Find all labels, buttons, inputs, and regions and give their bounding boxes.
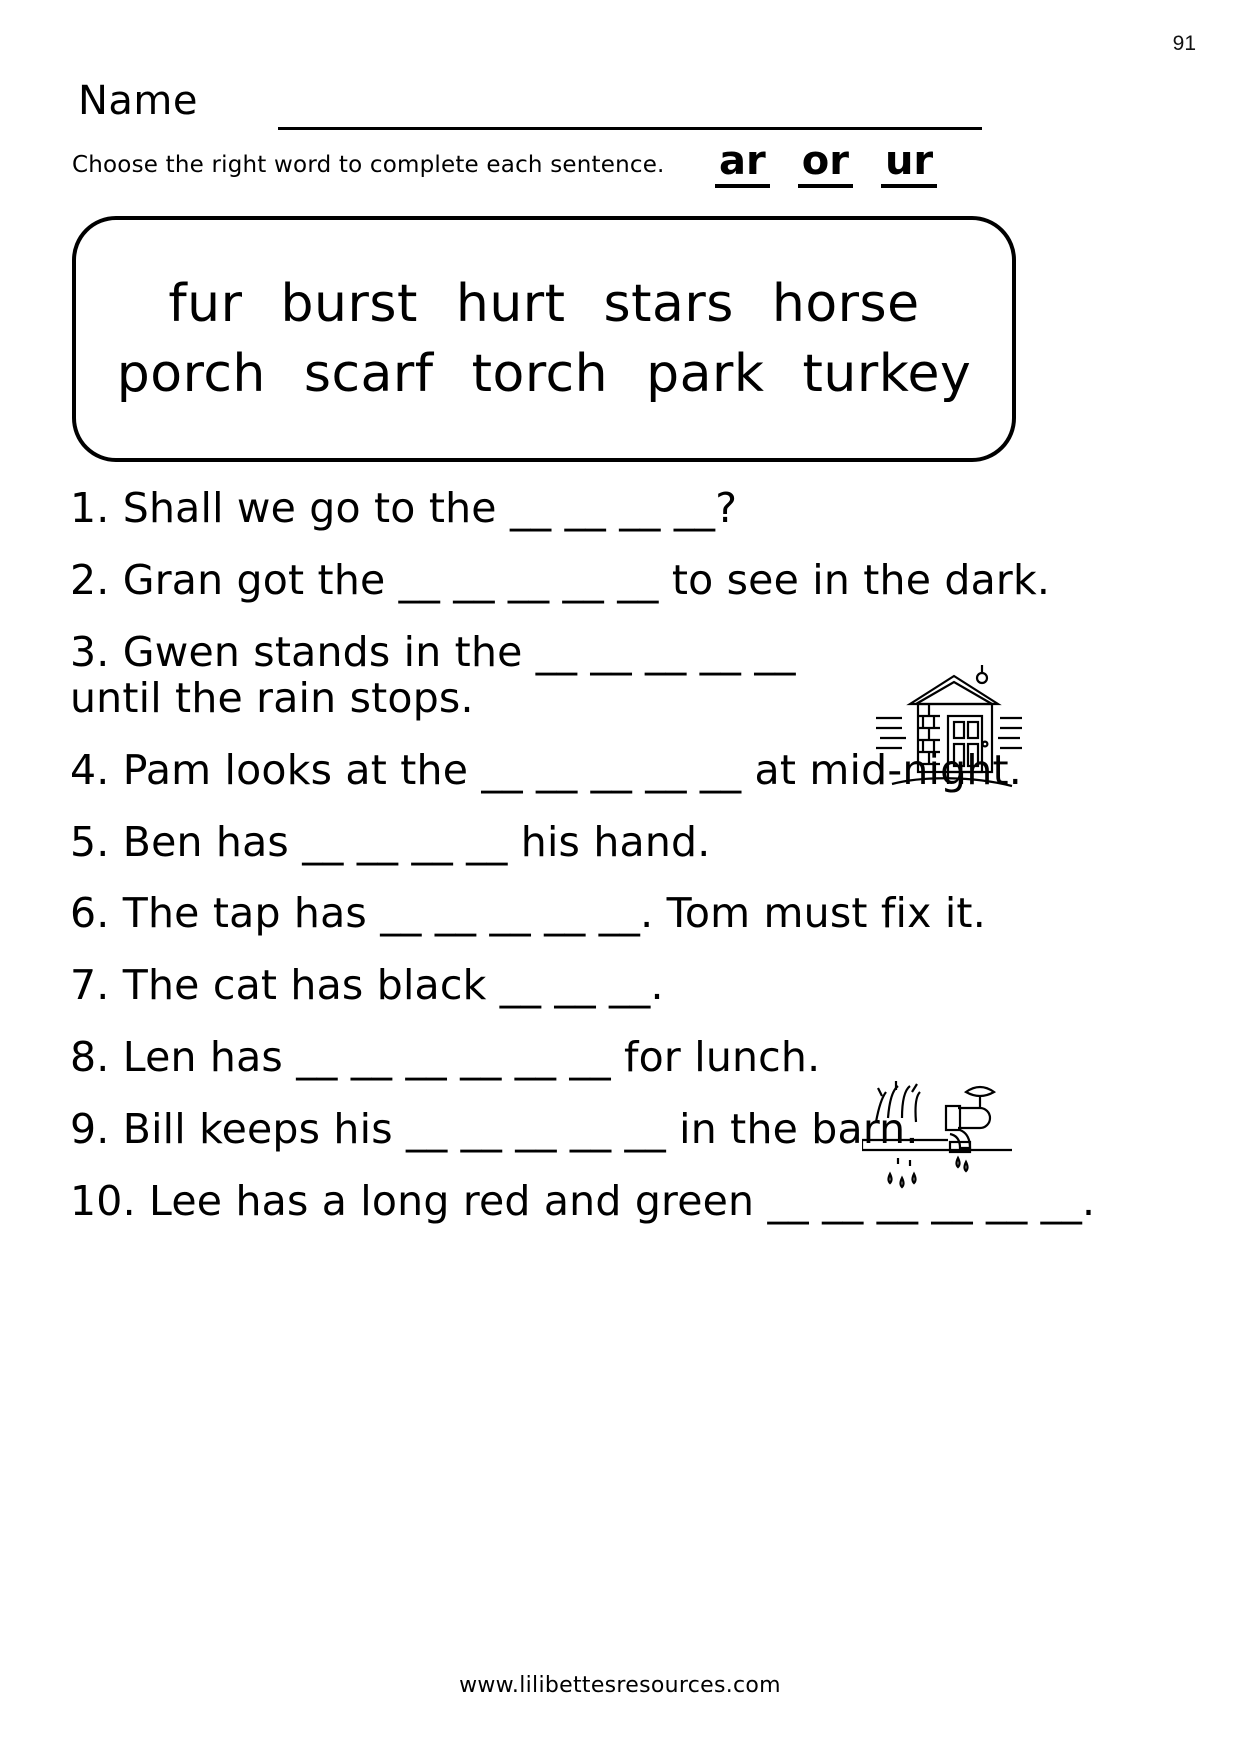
word-bank-word[interactable]: horse	[771, 273, 920, 334]
name-row	[78, 78, 1078, 134]
sentence-item[interactable]: 3. Gwen stands in the __ __ __ __ __ until the rain stops.	[70, 627, 796, 722]
word-bank-word[interactable]: park	[646, 344, 765, 404]
word-bank-word[interactable]: scarf	[303, 344, 434, 404]
word-bank-word[interactable]: porch	[116, 344, 266, 404]
name-write-line[interactable]	[278, 127, 982, 130]
focus-sound-or: or	[798, 140, 853, 188]
focus-sound-ar: ar	[715, 140, 770, 188]
sentence-item[interactable]: 4. Pam looks at the __ __ __ __ __ at mid-night.	[70, 745, 1023, 794]
footer-url: www.lilibettesresources.com	[459, 1673, 781, 1698]
word-bank-row-1	[76, 273, 1012, 334]
sentence-item[interactable]: 10. Lee has a long red and green __ __ __ __ __ __.	[70, 1177, 1096, 1226]
word-bank-word[interactable]: stars	[603, 273, 734, 334]
porch-house-icon	[862, 660, 1022, 804]
name-label: Name	[78, 78, 199, 124]
sentence-item[interactable]: 1. Shall we go to the __ __ __ __?	[70, 484, 738, 532]
focus-sounds-group	[715, 140, 937, 188]
sentence-item[interactable]: 6. The tap has __ __ __ __ __. Tom must fix it.	[70, 889, 986, 938]
word-bank-word[interactable]: hurt	[455, 273, 566, 334]
dripping-tap-icon	[862, 1078, 1022, 1212]
word-bank	[72, 216, 1016, 462]
sentence-item[interactable]: 5. Ben has __ __ __ __ his hand.	[70, 817, 711, 866]
word-bank-word[interactable]: fur	[168, 273, 243, 334]
word-bank-word[interactable]: turkey	[802, 344, 972, 404]
sentence-item[interactable]: 9. Bill keeps his __ __ __ __ __ in the barn.	[70, 1105, 919, 1154]
word-bank-word[interactable]: torch	[471, 344, 609, 404]
word-bank-word[interactable]: burst	[280, 273, 418, 334]
sentence-item[interactable]: 8. Len has __ __ __ __ __ __ for lunch.	[70, 1033, 821, 1082]
instruction-text: Choose the right word to complete each sentence.	[72, 152, 665, 178]
sentence-item[interactable]: 2. Gran got the __ __ __ __ __ to see in the dark.	[70, 555, 1051, 604]
focus-sound-ur: ur	[881, 140, 937, 188]
word-bank-row-2	[76, 346, 1012, 402]
page-number: 91	[1172, 32, 1196, 55]
sentence-item[interactable]: 7. The cat has black __ __ __.	[70, 961, 664, 1010]
